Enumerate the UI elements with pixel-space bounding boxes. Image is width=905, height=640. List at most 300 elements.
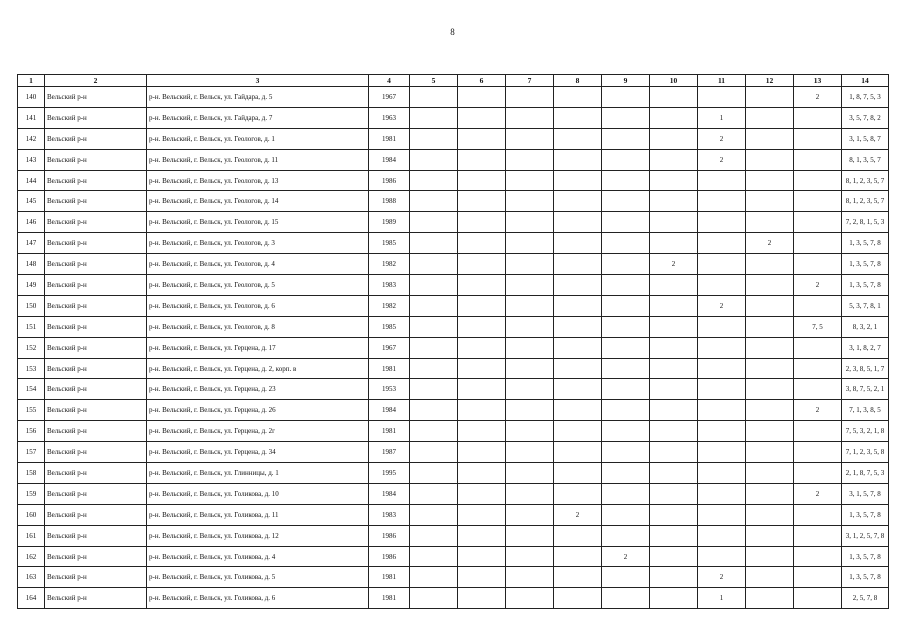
col11-cell bbox=[698, 546, 746, 567]
address-cell: р-н. Вельский, г. Вельск, ул. Герцена, д. 2г bbox=[147, 421, 369, 442]
col7-cell bbox=[506, 546, 554, 567]
col6-cell bbox=[458, 316, 506, 337]
col14-cell: 1, 3, 5, 7, 8 bbox=[842, 233, 889, 254]
address-cell: р-н. Вельский, г. Вельск, ул. Голикова, д. 11 bbox=[147, 504, 369, 525]
year-cell: 1995 bbox=[369, 463, 410, 484]
table-row bbox=[18, 525, 889, 546]
col7-cell bbox=[506, 567, 554, 588]
row-number-cell: 159 bbox=[18, 483, 45, 504]
column-header: 13 bbox=[794, 75, 842, 87]
address-cell: р-н. Вельский, г. Вельск, ул. Глинницы, д. 1 bbox=[147, 463, 369, 484]
col13-cell: 7, 5 bbox=[794, 316, 842, 337]
col8-cell bbox=[554, 379, 602, 400]
col9-cell bbox=[602, 442, 650, 463]
district-cell: Вельский р-н bbox=[45, 191, 147, 212]
col10-cell bbox=[650, 546, 698, 567]
address-cell: р-н. Вельский, г. Вельск, ул. Голикова, д. 4 bbox=[147, 546, 369, 567]
row-number-cell: 164 bbox=[18, 588, 45, 609]
col12-cell bbox=[746, 483, 794, 504]
col11-cell bbox=[698, 421, 746, 442]
col11-cell: 2 bbox=[698, 149, 746, 170]
col6-cell bbox=[458, 546, 506, 567]
col6-cell bbox=[458, 337, 506, 358]
col5-cell bbox=[410, 358, 458, 379]
col5-cell bbox=[410, 233, 458, 254]
col8-cell bbox=[554, 316, 602, 337]
col9-cell bbox=[602, 379, 650, 400]
col5-cell bbox=[410, 275, 458, 296]
col9-cell bbox=[602, 316, 650, 337]
year-cell: 1984 bbox=[369, 149, 410, 170]
col12-cell bbox=[746, 212, 794, 233]
address-cell: р-н. Вельский, г. Вельск, ул. Геологов, д. 8 bbox=[147, 316, 369, 337]
address-cell: р-н. Вельский, г. Вельск, ул. Геологов, д. 14 bbox=[147, 191, 369, 212]
column-header: 12 bbox=[746, 75, 794, 87]
col12-cell bbox=[746, 107, 794, 128]
table-row bbox=[18, 254, 889, 275]
col13-cell: 2 bbox=[794, 483, 842, 504]
row-number-cell: 140 bbox=[18, 87, 45, 108]
col14-cell: 1, 8, 7, 5, 3 bbox=[842, 87, 889, 108]
col6-cell bbox=[458, 525, 506, 546]
year-cell: 1981 bbox=[369, 567, 410, 588]
col6-cell bbox=[458, 567, 506, 588]
district-cell: Вельский р-н bbox=[45, 316, 147, 337]
col12-cell bbox=[746, 87, 794, 108]
col5-cell bbox=[410, 400, 458, 421]
district-cell: Вельский р-н bbox=[45, 87, 147, 108]
col10-cell bbox=[650, 504, 698, 525]
col6-cell bbox=[458, 107, 506, 128]
col6-cell bbox=[458, 275, 506, 296]
col13-cell bbox=[794, 525, 842, 546]
col5-cell bbox=[410, 567, 458, 588]
col8-cell: 2 bbox=[554, 504, 602, 525]
col8-cell bbox=[554, 295, 602, 316]
col7-cell bbox=[506, 87, 554, 108]
row-number-cell: 152 bbox=[18, 337, 45, 358]
column-header: 4 bbox=[369, 75, 410, 87]
col6-cell bbox=[458, 588, 506, 609]
year-cell: 1984 bbox=[369, 400, 410, 421]
col9-cell bbox=[602, 254, 650, 275]
col14-cell: 8, 1, 3, 5, 7 bbox=[842, 149, 889, 170]
address-cell: р-н. Вельский, г. Вельск, ул. Геологов, д. 13 bbox=[147, 170, 369, 191]
table-row bbox=[18, 233, 889, 254]
year-cell: 1953 bbox=[369, 379, 410, 400]
col8-cell bbox=[554, 275, 602, 296]
col9-cell bbox=[602, 525, 650, 546]
table-row bbox=[18, 483, 889, 504]
col5-cell bbox=[410, 504, 458, 525]
col14-cell: 3, 1, 2, 5, 7, 8 bbox=[842, 525, 889, 546]
col5-cell bbox=[410, 295, 458, 316]
col14-cell: 1, 3, 5, 7, 8 bbox=[842, 504, 889, 525]
col11-cell bbox=[698, 379, 746, 400]
address-cell: р-н. Вельский, г. Вельск, ул. Герцена, д. 2, корп. в bbox=[147, 358, 369, 379]
col5-cell bbox=[410, 149, 458, 170]
year-cell: 1981 bbox=[369, 588, 410, 609]
col7-cell bbox=[506, 525, 554, 546]
col12-cell bbox=[746, 504, 794, 525]
district-cell: Вельский р-н bbox=[45, 254, 147, 275]
col10-cell bbox=[650, 442, 698, 463]
district-cell: Вельский р-н bbox=[45, 588, 147, 609]
col8-cell bbox=[554, 525, 602, 546]
col9-cell bbox=[602, 567, 650, 588]
row-number-cell: 161 bbox=[18, 525, 45, 546]
column-header: 14 bbox=[842, 75, 889, 87]
col9-cell bbox=[602, 483, 650, 504]
district-cell: Вельский р-н bbox=[45, 149, 147, 170]
col5-cell bbox=[410, 463, 458, 484]
col14-cell: 3, 1, 5, 7, 8 bbox=[842, 483, 889, 504]
col6-cell bbox=[458, 212, 506, 233]
col11-cell bbox=[698, 442, 746, 463]
col8-cell bbox=[554, 212, 602, 233]
col7-cell bbox=[506, 191, 554, 212]
col6-cell bbox=[458, 463, 506, 484]
col12-cell bbox=[746, 295, 794, 316]
table-row bbox=[18, 421, 889, 442]
col12-cell bbox=[746, 463, 794, 484]
col9-cell bbox=[602, 421, 650, 442]
col10-cell bbox=[650, 379, 698, 400]
col8-cell bbox=[554, 463, 602, 484]
col5-cell bbox=[410, 525, 458, 546]
row-number-cell: 142 bbox=[18, 128, 45, 149]
table-body bbox=[18, 87, 889, 609]
col13-cell bbox=[794, 567, 842, 588]
year-cell: 1982 bbox=[369, 254, 410, 275]
district-cell: Вельский р-н bbox=[45, 463, 147, 484]
district-cell: Вельский р-н bbox=[45, 379, 147, 400]
column-number-row bbox=[18, 75, 889, 87]
col5-cell bbox=[410, 483, 458, 504]
address-cell: р-н. Вельский, г. Вельск, ул. Голикова, д. 12 bbox=[147, 525, 369, 546]
col10-cell bbox=[650, 87, 698, 108]
col14-cell: 1, 3, 5, 7, 8 bbox=[842, 275, 889, 296]
col14-cell: 3, 8, 7, 5, 2, 1 bbox=[842, 379, 889, 400]
col6-cell bbox=[458, 128, 506, 149]
col14-cell: 2, 1, 8, 7, 5, 3 bbox=[842, 463, 889, 484]
col10-cell bbox=[650, 295, 698, 316]
col10-cell bbox=[650, 525, 698, 546]
address-cell: р-н. Вельский, г. Вельск, ул. Голикова, д. 6 bbox=[147, 588, 369, 609]
col5-cell bbox=[410, 588, 458, 609]
year-cell: 1982 bbox=[369, 295, 410, 316]
col8-cell bbox=[554, 233, 602, 254]
col11-cell bbox=[698, 463, 746, 484]
address-cell: р-н. Вельский, г. Вельск, ул. Герцена, д. 26 bbox=[147, 400, 369, 421]
table-row bbox=[18, 567, 889, 588]
col11-cell: 2 bbox=[698, 295, 746, 316]
row-number-cell: 156 bbox=[18, 421, 45, 442]
col11-cell bbox=[698, 504, 746, 525]
district-cell: Вельский р-н bbox=[45, 233, 147, 254]
col5-cell bbox=[410, 546, 458, 567]
year-cell: 1986 bbox=[369, 546, 410, 567]
col14-cell: 1, 3, 5, 7, 8 bbox=[842, 567, 889, 588]
table-row bbox=[18, 504, 889, 525]
district-cell: Вельский р-н bbox=[45, 400, 147, 421]
col12-cell bbox=[746, 525, 794, 546]
col5-cell bbox=[410, 107, 458, 128]
col12-cell bbox=[746, 254, 794, 275]
col5-cell bbox=[410, 128, 458, 149]
col10-cell bbox=[650, 358, 698, 379]
col14-cell: 8, 1, 2, 3, 5, 7 bbox=[842, 170, 889, 191]
address-cell: р-н. Вельский, г. Вельск, ул. Герцена, д. 17 bbox=[147, 337, 369, 358]
col13-cell bbox=[794, 191, 842, 212]
col7-cell bbox=[506, 254, 554, 275]
col7-cell bbox=[506, 421, 554, 442]
col12-cell bbox=[746, 170, 794, 191]
col13-cell bbox=[794, 107, 842, 128]
table-row bbox=[18, 149, 889, 170]
col12-cell: 2 bbox=[746, 233, 794, 254]
district-cell: Вельский р-н bbox=[45, 212, 147, 233]
col6-cell bbox=[458, 254, 506, 275]
col8-cell bbox=[554, 170, 602, 191]
year-cell: 1989 bbox=[369, 212, 410, 233]
col8-cell bbox=[554, 107, 602, 128]
row-number-cell: 143 bbox=[18, 149, 45, 170]
col14-cell: 7, 1, 2, 3, 5, 8 bbox=[842, 442, 889, 463]
col10-cell bbox=[650, 275, 698, 296]
table-row bbox=[18, 212, 889, 233]
row-number-cell: 149 bbox=[18, 275, 45, 296]
col6-cell bbox=[458, 149, 506, 170]
col12-cell bbox=[746, 358, 794, 379]
col14-cell: 2, 5, 7, 8 bbox=[842, 588, 889, 609]
district-cell: Вельский р-н bbox=[45, 358, 147, 379]
col7-cell bbox=[506, 442, 554, 463]
table-row bbox=[18, 191, 889, 212]
col7-cell bbox=[506, 588, 554, 609]
col7-cell bbox=[506, 483, 554, 504]
col11-cell: 1 bbox=[698, 107, 746, 128]
col7-cell bbox=[506, 379, 554, 400]
col11-cell bbox=[698, 337, 746, 358]
col8-cell bbox=[554, 254, 602, 275]
col13-cell bbox=[794, 212, 842, 233]
col10-cell bbox=[650, 421, 698, 442]
col6-cell bbox=[458, 191, 506, 212]
column-header: 3 bbox=[147, 75, 369, 87]
col12-cell bbox=[746, 567, 794, 588]
page-number: 8 bbox=[450, 27, 455, 37]
col10-cell bbox=[650, 233, 698, 254]
col14-cell: 1, 3, 5, 7, 8 bbox=[842, 546, 889, 567]
col12-cell bbox=[746, 128, 794, 149]
col7-cell bbox=[506, 128, 554, 149]
col11-cell: 1 bbox=[698, 588, 746, 609]
col8-cell bbox=[554, 567, 602, 588]
row-number-cell: 144 bbox=[18, 170, 45, 191]
address-cell: р-н. Вельский, г. Вельск, ул. Геологов, д. 3 bbox=[147, 233, 369, 254]
year-cell: 1981 bbox=[369, 358, 410, 379]
col6-cell bbox=[458, 87, 506, 108]
col12-cell bbox=[746, 379, 794, 400]
col5-cell bbox=[410, 316, 458, 337]
col10-cell bbox=[650, 588, 698, 609]
col7-cell bbox=[506, 504, 554, 525]
col11-cell bbox=[698, 87, 746, 108]
district-cell: Вельский р-н bbox=[45, 128, 147, 149]
district-cell: Вельский р-н bbox=[45, 504, 147, 525]
col14-cell: 3, 1, 8, 2, 7 bbox=[842, 337, 889, 358]
col10-cell bbox=[650, 567, 698, 588]
col9-cell bbox=[602, 233, 650, 254]
col12-cell bbox=[746, 275, 794, 296]
col12-cell bbox=[746, 316, 794, 337]
column-header: 6 bbox=[458, 75, 506, 87]
address-cell: р-н. Вельский, г. Вельск, ул. Голикова, д. 10 bbox=[147, 483, 369, 504]
col7-cell bbox=[506, 149, 554, 170]
col10-cell bbox=[650, 149, 698, 170]
col6-cell bbox=[458, 233, 506, 254]
col11-cell bbox=[698, 233, 746, 254]
col9-cell bbox=[602, 275, 650, 296]
col9-cell bbox=[602, 504, 650, 525]
year-cell: 1985 bbox=[369, 233, 410, 254]
col5-cell bbox=[410, 421, 458, 442]
col10-cell bbox=[650, 337, 698, 358]
col6-cell bbox=[458, 358, 506, 379]
row-number-cell: 157 bbox=[18, 442, 45, 463]
row-number-cell: 147 bbox=[18, 233, 45, 254]
district-cell: Вельский р-н bbox=[45, 337, 147, 358]
col7-cell bbox=[506, 107, 554, 128]
col8-cell bbox=[554, 442, 602, 463]
column-header: 11 bbox=[698, 75, 746, 87]
district-cell: Вельский р-н bbox=[45, 442, 147, 463]
col9-cell bbox=[602, 358, 650, 379]
year-cell: 1981 bbox=[369, 421, 410, 442]
col9-cell bbox=[602, 191, 650, 212]
district-cell: Вельский р-н bbox=[45, 107, 147, 128]
column-header: 8 bbox=[554, 75, 602, 87]
col8-cell bbox=[554, 87, 602, 108]
column-header: 1 bbox=[18, 75, 45, 87]
col13-cell bbox=[794, 170, 842, 191]
col13-cell bbox=[794, 379, 842, 400]
col9-cell bbox=[602, 463, 650, 484]
col9-cell: 2 bbox=[602, 546, 650, 567]
col12-cell bbox=[746, 588, 794, 609]
col8-cell bbox=[554, 483, 602, 504]
col8-cell bbox=[554, 546, 602, 567]
col9-cell bbox=[602, 170, 650, 191]
year-cell: 1967 bbox=[369, 337, 410, 358]
row-number-cell: 146 bbox=[18, 212, 45, 233]
district-cell: Вельский р-н bbox=[45, 295, 147, 316]
table-row bbox=[18, 275, 889, 296]
col11-cell bbox=[698, 400, 746, 421]
col12-cell bbox=[746, 191, 794, 212]
district-cell: Вельский р-н bbox=[45, 421, 147, 442]
year-cell: 1985 bbox=[369, 316, 410, 337]
col11-cell: 2 bbox=[698, 567, 746, 588]
col9-cell bbox=[602, 107, 650, 128]
col9-cell bbox=[602, 149, 650, 170]
col6-cell bbox=[458, 170, 506, 191]
col7-cell bbox=[506, 170, 554, 191]
col14-cell: 3, 1, 5, 8, 7 bbox=[842, 128, 889, 149]
col7-cell bbox=[506, 400, 554, 421]
col13-cell bbox=[794, 504, 842, 525]
col14-cell: 7, 1, 3, 8, 5 bbox=[842, 400, 889, 421]
table-row bbox=[18, 337, 889, 358]
col13-cell bbox=[794, 358, 842, 379]
row-number-cell: 160 bbox=[18, 504, 45, 525]
col12-cell bbox=[746, 400, 794, 421]
table-row bbox=[18, 463, 889, 484]
row-number-cell: 155 bbox=[18, 400, 45, 421]
year-cell: 1981 bbox=[369, 128, 410, 149]
col10-cell bbox=[650, 128, 698, 149]
address-cell: р-н. Вельский, г. Вельск, ул. Геологов, д. 11 bbox=[147, 149, 369, 170]
col8-cell bbox=[554, 421, 602, 442]
table-row bbox=[18, 170, 889, 191]
column-header: 5 bbox=[410, 75, 458, 87]
col7-cell bbox=[506, 233, 554, 254]
row-number-cell: 145 bbox=[18, 191, 45, 212]
col7-cell bbox=[506, 295, 554, 316]
row-number-cell: 162 bbox=[18, 546, 45, 567]
row-number-cell: 150 bbox=[18, 295, 45, 316]
table-row bbox=[18, 588, 889, 609]
table-row bbox=[18, 379, 889, 400]
col8-cell bbox=[554, 400, 602, 421]
col5-cell bbox=[410, 212, 458, 233]
col13-cell bbox=[794, 588, 842, 609]
table-row bbox=[18, 442, 889, 463]
col12-cell bbox=[746, 442, 794, 463]
col8-cell bbox=[554, 149, 602, 170]
col5-cell bbox=[410, 442, 458, 463]
row-number-cell: 141 bbox=[18, 107, 45, 128]
col13-cell bbox=[794, 421, 842, 442]
col13-cell bbox=[794, 128, 842, 149]
row-number-cell: 148 bbox=[18, 254, 45, 275]
col6-cell bbox=[458, 295, 506, 316]
address-cell: р-н. Вельский, г. Вельск, ул. Геологов, д. 4 bbox=[147, 254, 369, 275]
row-number-cell: 154 bbox=[18, 379, 45, 400]
col14-cell: 7, 2, 8, 1, 5, 3 bbox=[842, 212, 889, 233]
year-cell: 1983 bbox=[369, 275, 410, 296]
col6-cell bbox=[458, 400, 506, 421]
col10-cell bbox=[650, 107, 698, 128]
col10-cell bbox=[650, 170, 698, 191]
district-cell: Вельский р-н bbox=[45, 567, 147, 588]
col5-cell bbox=[410, 337, 458, 358]
col11-cell bbox=[698, 254, 746, 275]
col12-cell bbox=[746, 546, 794, 567]
col5-cell bbox=[410, 87, 458, 108]
col10-cell bbox=[650, 212, 698, 233]
table-row bbox=[18, 128, 889, 149]
col14-cell: 2, 3, 8, 5, 1, 7 bbox=[842, 358, 889, 379]
col7-cell bbox=[506, 463, 554, 484]
district-cell: Вельский р-н bbox=[45, 275, 147, 296]
address-cell: р-н. Вельский, г. Вельск, ул. Геологов, д. 5 bbox=[147, 275, 369, 296]
district-cell: Вельский р-н bbox=[45, 483, 147, 504]
column-header: 9 bbox=[602, 75, 650, 87]
col13-cell: 2 bbox=[794, 275, 842, 296]
col8-cell bbox=[554, 588, 602, 609]
